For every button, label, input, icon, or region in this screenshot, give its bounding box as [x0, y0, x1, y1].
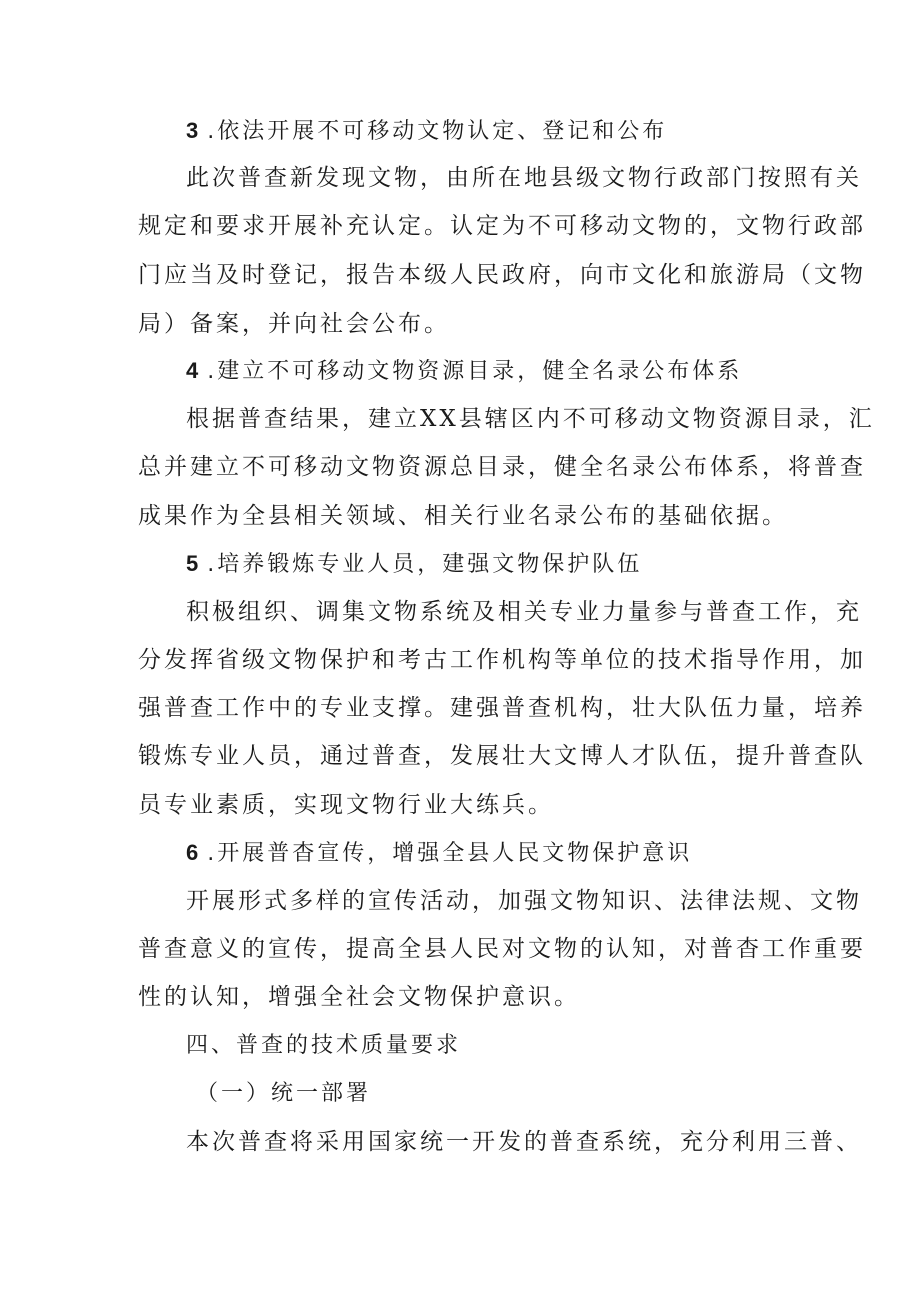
paragraph-line: 门应当及时登记，报告本级人民政府，向市文化和旅游局（文物 — [138, 262, 866, 288]
paragraph-line: 强普查工作中的专业支撑。建强普查机构，壮大队伍力量，培养 — [138, 695, 866, 721]
paragraph-line: 分发挥省级文物保护和考古工作机构等单位的技术指导作用，加 — [138, 647, 866, 673]
paragraph-line: 成果作为全县相关领域、相关行业名录公布的基础依据。 — [138, 503, 788, 529]
paragraph-line: 普查意义的宣传，提高全县人民对文物的认知，对普杳工作重要 — [138, 936, 866, 962]
paragraph-line: 局）备案，并向社会公布。 — [138, 311, 450, 337]
section-5-heading — [186, 549, 642, 580]
section-5-title: .培养锻炼专业人员，建强文物保护队伍 — [207, 552, 643, 577]
paragraph-line: 总并建立不可移动文物资源总目录，健全名录公布体系，将普查 — [138, 454, 866, 480]
part-4-heading: 四、普查的技术质量要求 — [186, 1033, 462, 1058]
section-4-title: .建立不可移动文物资源目录，健全名录公布体系 — [207, 359, 743, 384]
paragraph-line: 根据普查结果，建立XX县辖区内不可移动文物资源目录，汇 — [186, 406, 875, 432]
paragraph-line: 此次普查新发现文物，由所在地县级文物行政部门按照有关 — [186, 165, 862, 191]
paragraph-line: 锻炼专业人员，通过普查，发展壮大文博人才队伍，提升普查队 — [138, 743, 866, 769]
section-3-heading — [186, 116, 667, 147]
section-4-number: 4 — [186, 358, 202, 383]
part-4-sub-1-heading: （一）统一部署 — [196, 1081, 372, 1106]
section-3-title: .依法开展不可移动文物认定、登记和公布 — [207, 119, 668, 144]
paragraph-line: 本次普查将采用国家统一开发的普查系统，充分利用三普、 — [186, 1129, 862, 1155]
section-5-number: 5 — [186, 551, 202, 576]
section-4-heading — [186, 356, 742, 387]
section-6-number: 6 — [186, 840, 202, 865]
paragraph-line: 性的认知，增强全社会文物保护意识。 — [138, 984, 580, 1010]
paragraph-line: 开展形式多样的宣传活动，加强文物知识、法律法规、文物 — [186, 888, 862, 914]
section-3-number: 3 — [186, 118, 202, 143]
paragraph-line: 积极组织、调集文物系统及相关专业力量参与普查工作，充 — [186, 599, 862, 625]
section-6-heading — [186, 838, 692, 869]
paragraph-line: 规定和要求开展补充认定。认定为不可移动文物的，文物行政部 — [138, 213, 866, 239]
paragraph-line: 员专业素质，实现文物行业大练兵。 — [138, 792, 554, 818]
section-6-title: .开展普杳宣传，增强全县人民文物保护意识 — [207, 841, 693, 866]
